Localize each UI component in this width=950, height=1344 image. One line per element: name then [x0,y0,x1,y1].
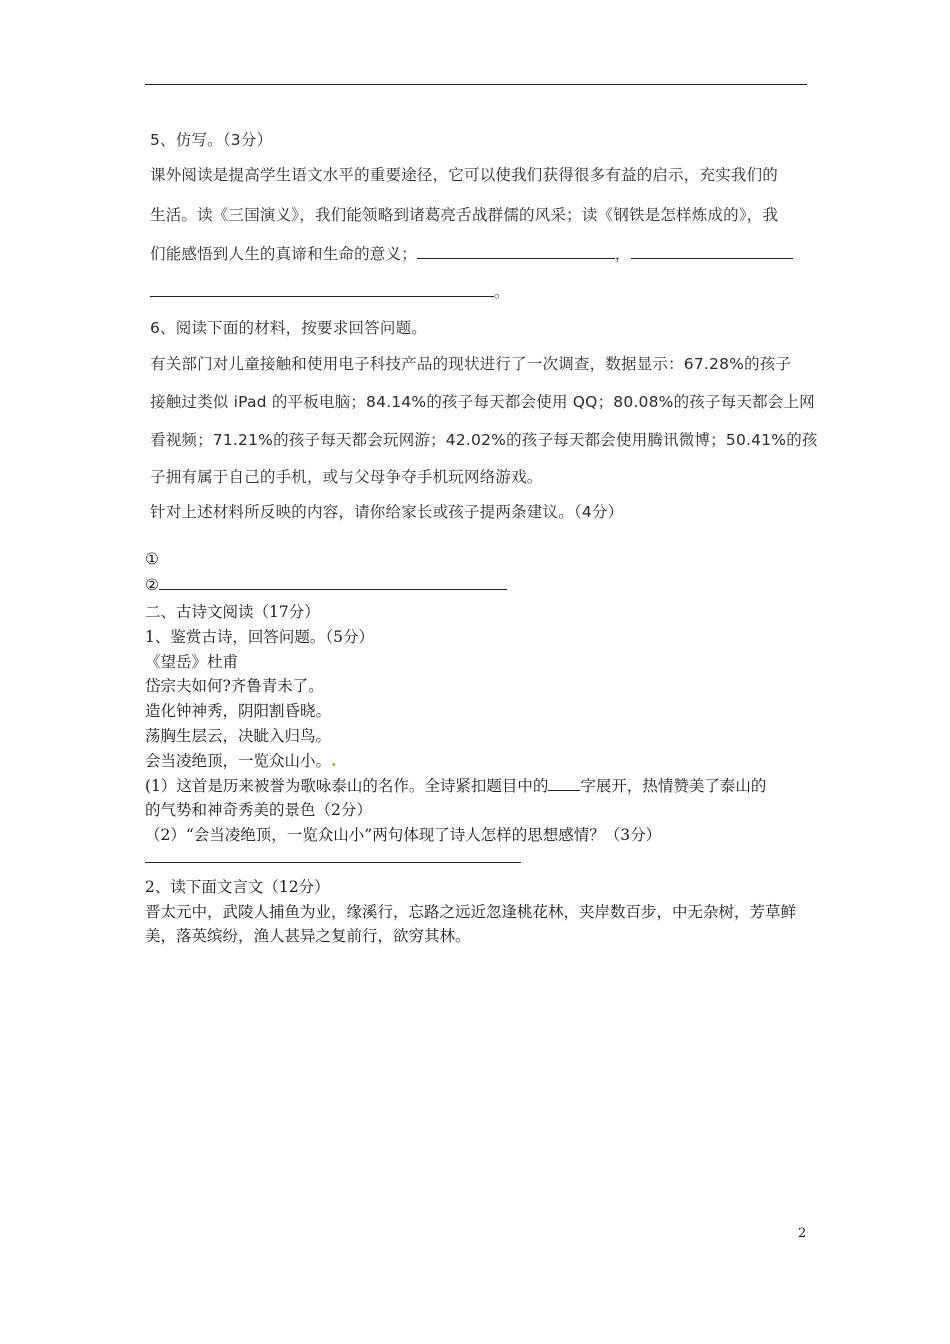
q6-answer-2-blank[interactable] [159,588,507,590]
poem-line-4-text: 会当凌绝顶，一览众山小。 [145,752,332,770]
sub-question-2: （2）“会当凌绝顶，一览众山小”两句体现了诗人怎样的思想感情？（3分） [145,826,662,844]
poem-line-2: 造化钟神秀，阴阳割昏晓。 [145,702,332,720]
q6-line-4: 子拥有属于自己的手机，或与父母争夺手机玩网络游戏。 [150,468,543,486]
section-2-heading: 二、古诗文阅读（17分） [145,603,320,621]
sub-question-1-line-2: 的气势和神奇秀美的景色（2分） [145,801,372,819]
q5-answer-blank-3[interactable] [150,295,494,297]
prose-line-2: 美，落英缤纷，渔人甚异之复前行，欲穷其林。 [145,927,471,945]
q6-line-3: 看视频；71.21%的孩子每天都会玩网游；42.02%的孩子每天都会使用腾讯微博；50.41%的孩 [150,431,818,449]
q6-answer-2-row [145,576,507,594]
poem-mark: . [331,751,337,770]
q6-prompt: 针对上述材料所反映的内容，请你给家长或孩子提两条建议。（4分） [150,503,624,521]
q5-period: 。 [494,283,510,301]
sub-question-2-answer-line[interactable] [145,862,521,863]
q5-comma: ， [614,245,631,263]
q6-answer-1: ① [145,550,159,568]
poem-title: 《望岳》杜甫 [145,653,239,671]
poem-line-3: 荡胸生层云，决眦入归鸟。 [145,727,332,745]
q6-line-1: 有关部门对儿童接触和使用电子科技产品的现状进行了一次调查，数据显示：67.28%的孩子 [150,355,792,373]
section-2-q2-title: 2、读下面文言文（12分） [145,878,330,896]
q5-line-3-text: 们能感悟到人生的真谛和生命的意义； [150,245,417,263]
q5-answer-blank-2[interactable] [631,257,793,259]
q5-title: 5、仿写。（3分） [150,131,273,149]
q6-line-2: 接触过类似 iPad 的平板电脑；84.14%的孩子每天都会使用 QQ；80.08%的孩子每天都会上网 [150,393,815,411]
q5-line-4 [150,280,510,302]
sub-question-1-text-b: 字展开，热情赞美了泰山的 [580,777,767,795]
q5-line-3 [150,242,793,264]
section-2-q1-title: 1、鉴赏古诗，回答问题。（5分） [145,628,374,646]
header-rule [145,84,807,85]
q5-line-2: 生活。读《三国演义》，我们能领略到诸葛亮舌战群儒的风采；读《钢铁是怎样炼成的》，我 [150,206,779,224]
sub-question-1-blank[interactable] [548,789,580,791]
sub-question-1-line-1 [145,774,766,796]
q5-line-1: 课外阅读是提高学生语文水平的重要途径，它可以使我们获得很多有益的启示，充实我们的 [150,166,779,184]
sub-question-1-text-a: (1）这首是历来被誉为歌咏泰山的名作。全诗紧扣题目中的 [145,777,549,795]
page-number: 2 [798,1226,807,1241]
poem-line-1: 岱宗夫如何?齐鲁青未了。 [145,677,324,695]
prose-line-1: 晋太元中，武陵人捕鱼为业，缘溪行，忘路之远近忽逢桃花林，夹岸数百步，中无杂树，芳草鲜 [145,903,797,921]
poem-line-4 [145,749,336,771]
q6-title: 6、阅读下面的材料，按要求回答问题。 [150,319,427,337]
q5-answer-blank-1[interactable] [417,257,615,259]
q6-answer-2-marker: ② [145,576,159,594]
